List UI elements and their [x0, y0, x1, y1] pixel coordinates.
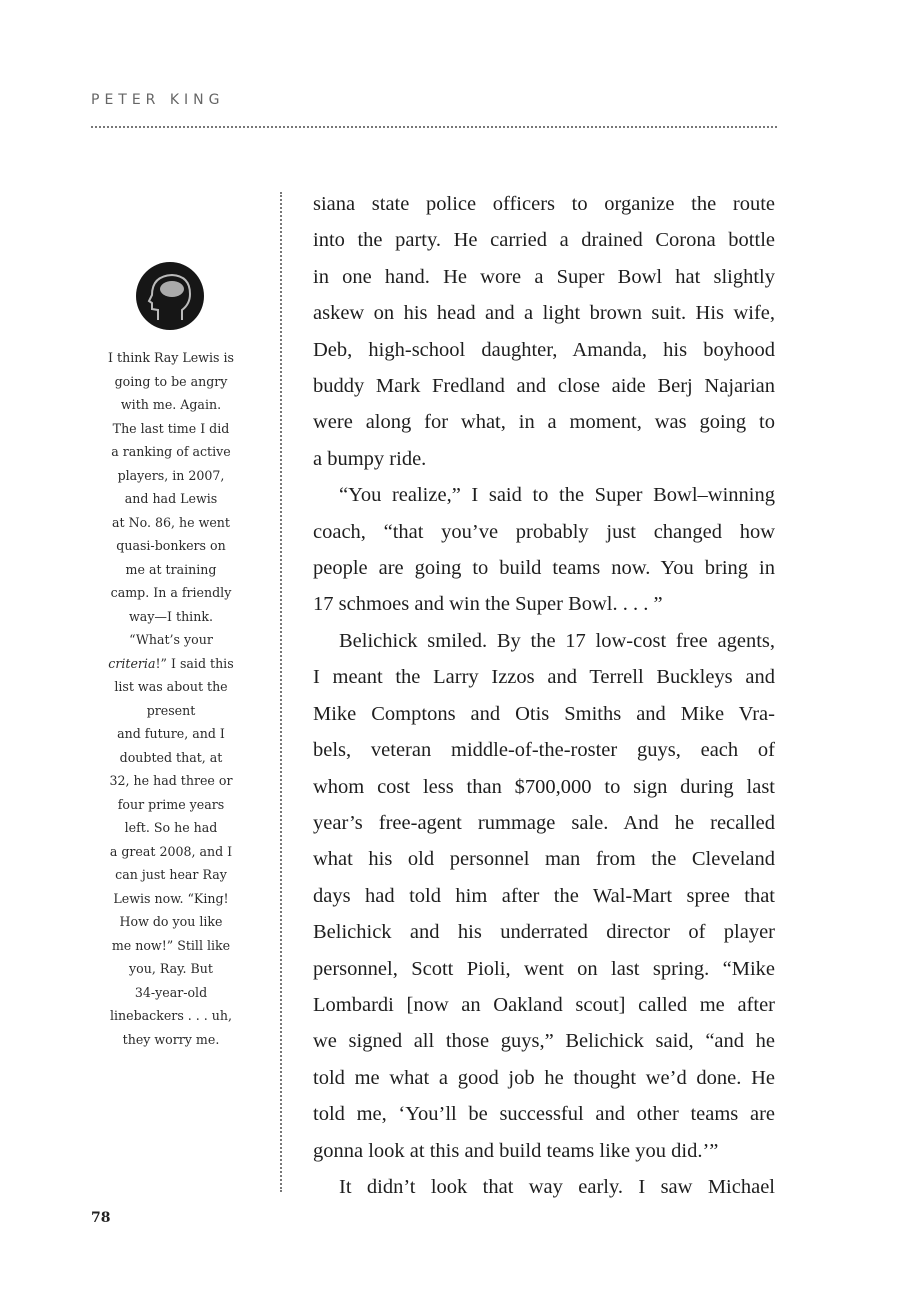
sidebar-line: four prime years: [117, 796, 225, 812]
sidebar-line: a ranking of active: [111, 444, 231, 459]
body-text: [313, 186, 775, 1205]
sidebar-line: linebackers . . . uh,: [109, 1008, 233, 1023]
sidebar-line: me at training: [125, 561, 217, 577]
body-line: Belichick and his underrated director of player: [313, 921, 775, 944]
body-line: people are going to build teams now. You bring in: [313, 557, 775, 580]
body-line: “You realize,” I said to the Super Bowl–winning: [339, 484, 775, 507]
sidebar-line: quasi-bonkers on: [116, 538, 226, 553]
body-line: Deb, high-school daughter, Amanda, his boyhood: [313, 338, 775, 361]
sidebar-line: can just hear Ray: [115, 867, 227, 882]
body-line: in one hand. He wore a Super Bowl hat slightly: [313, 265, 775, 288]
body-line: coach, “that you’ve probably just changed how: [313, 520, 775, 543]
sidebar-line: with me. Again.: [120, 397, 222, 412]
body-line: 17 schmoes and win the Super Bowl. . . . ”: [313, 593, 663, 616]
header-divider: [91, 126, 777, 128]
body-line: I meant the Larry Izzos and Terrell Buckleys and: [313, 666, 775, 689]
body-line: Belichick smiled. By the 17 low-cost free agents,: [339, 629, 775, 652]
body-line: a bumpy ride.: [313, 447, 427, 470]
body-line: year’s free-agent rummage sale. And he recalled: [313, 811, 775, 834]
body-line: bels, veteran middle-of-the-roster guys, each of: [313, 739, 775, 762]
body-line: were along for what, in a moment, was going to: [313, 411, 775, 434]
body-line: askew on his head and a light brown suit. His wife,: [313, 302, 775, 325]
sidebar-line: me now!” Still like: [111, 937, 231, 953]
page-number: 78: [91, 1210, 111, 1226]
body-line: we signed all those guys,” Belichick said, “and he: [313, 1030, 775, 1053]
sidebar-line: and future, and I: [117, 726, 225, 741]
brain-head-icon: [136, 262, 204, 330]
sidebar-line: going to be angry: [114, 373, 228, 389]
sidebar-line: “What’s your: [129, 632, 213, 647]
sidebar-line: at No. 86, he went: [112, 514, 230, 530]
sidebar-line: and had Lewis: [124, 491, 218, 506]
sidebar-line: players, in 2007,: [117, 467, 225, 483]
body-line: buddy Mark Fredland and close aide Berj Najarian: [313, 375, 775, 398]
body-line: personnel, Scott Pioli, went on last spring. “Mike: [313, 957, 775, 980]
body-line: It didn’t look that way early. I saw Michael: [339, 1175, 775, 1198]
sidebar-line: camp. In a friendly: [110, 585, 232, 600]
body-line: told me what a good job he thought we’d done. He: [313, 1066, 775, 1089]
sidebar-line: criteria!” I said this: [108, 655, 234, 671]
sidebar-line: The last time I did: [112, 420, 230, 436]
sidebar-note: [86, 346, 256, 1051]
body-line: Lombardi [now an Oakland scout] called me after: [313, 993, 775, 1016]
sidebar-line: list was about the: [114, 679, 228, 694]
body-line: into the party. He carried a drained Corona bottle: [313, 229, 775, 252]
sidebar-line: 34-year-old: [134, 984, 208, 1000]
sidebar-line: I think Ray Lewis is: [108, 350, 234, 365]
body-line: what his old personnel man from the Cleveland: [313, 848, 775, 871]
sidebar-line: 32, he had three or: [109, 773, 233, 788]
sidebar-line: How do you like: [119, 914, 223, 929]
sidebar-line: Lewis now. “King!: [113, 890, 229, 906]
sidebar-italic: criteria: [108, 655, 156, 671]
body-line: siana state police officers to organize the route: [313, 193, 775, 215]
column-divider: [280, 192, 282, 1192]
sidebar-line: they worry me.: [122, 1031, 220, 1047]
body-line: whom cost less than $700,000 to sign during last: [313, 775, 775, 798]
sidebar-line: present: [146, 702, 196, 718]
sidebar-line: left. So he had: [124, 820, 218, 835]
body-line: Mike Comptons and Otis Smiths and Mike Vra-: [313, 702, 775, 725]
body-line: gonna look at this and build teams like you did.’”: [313, 1139, 719, 1162]
sidebar-line: you, Ray. But: [129, 961, 213, 976]
body-line: told me, ‘You’ll be successful and other teams are: [313, 1103, 775, 1126]
sidebar-line: way—I think.: [129, 608, 213, 624]
sidebar-line: doubted that, at: [119, 749, 223, 765]
body-line: days had told him after the Wal-Mart spree that: [313, 884, 775, 907]
sidebar-line: a great 2008, and I: [109, 843, 233, 859]
running-head: PETER KING: [91, 92, 225, 108]
